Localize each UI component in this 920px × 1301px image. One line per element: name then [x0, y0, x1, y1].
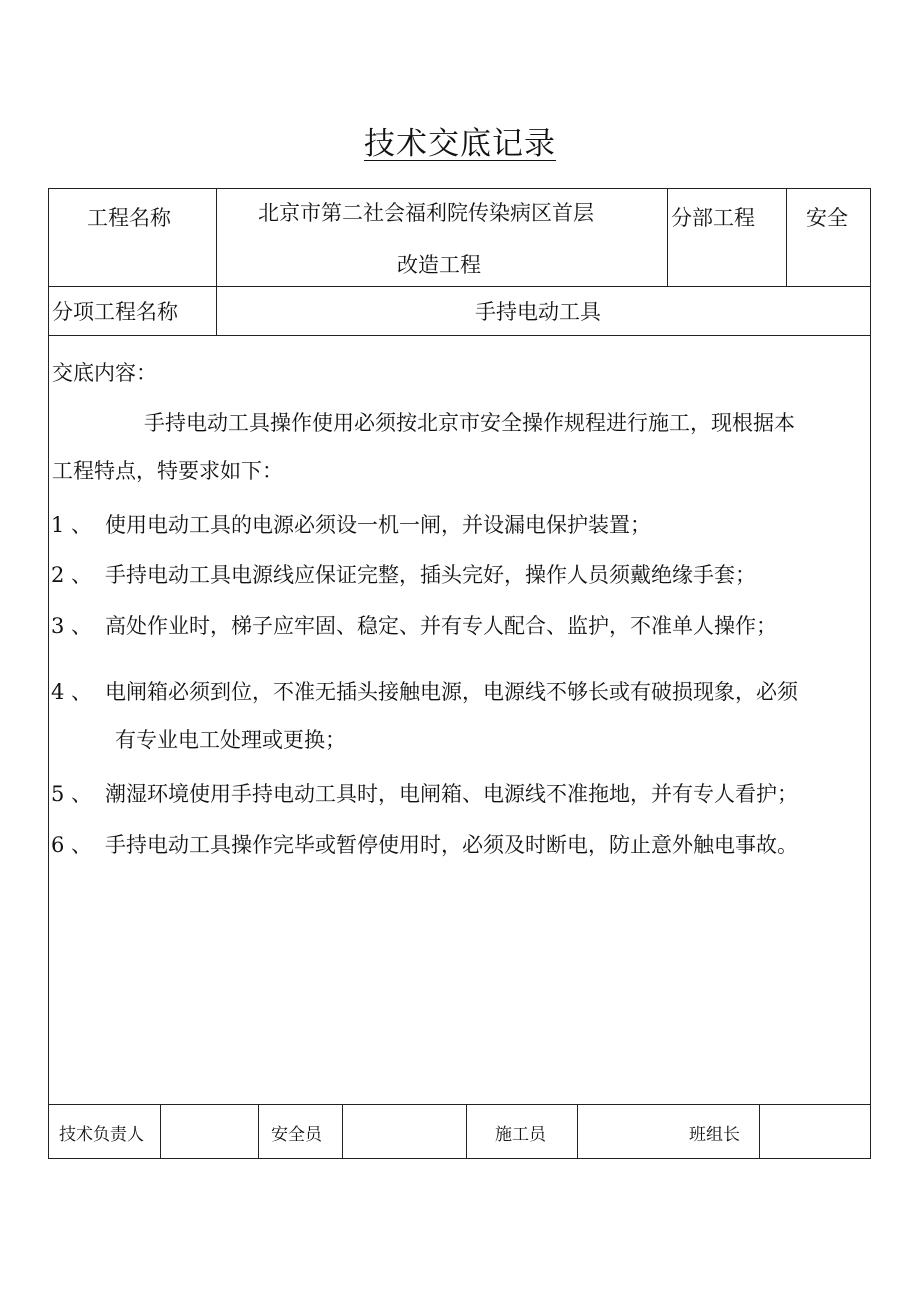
sig-divider-5 — [577, 1104, 578, 1159]
row-divider-3 — [49, 1104, 870, 1105]
sig-divider-6 — [759, 1104, 760, 1159]
item-number: 4 、 — [51, 680, 93, 704]
sig-divider-2 — [258, 1104, 259, 1159]
list-item: 潮湿环境使用手持电动工具时，电闸箱、电源线不准拖地，并有专人看护； — [105, 782, 798, 806]
item-number: 3 、 — [51, 614, 93, 638]
division-value: 安全 — [806, 206, 848, 230]
list-item: 高处作业时，梯子应牢固、稳定、并有专人配合、监护，不准单人操作； — [105, 614, 777, 638]
list-item: 手持电动工具电源线应保证完整，插头完好，操作人员须戴绝缘手套； — [105, 563, 756, 587]
subitem-value: 手持电动工具 — [475, 300, 601, 324]
col-divider-division — [667, 189, 668, 286]
row-divider-1 — [49, 286, 870, 287]
item-number: 1 、 — [51, 513, 93, 537]
project-name-line1: 北京市第二社会福利院传染病区首层 — [258, 201, 594, 225]
page-title: 技术交底记录 — [364, 126, 556, 162]
disclosure-form — [48, 188, 871, 1159]
list-item: 使用电动工具的电源必须设一机一闸，并设漏电保护装置； — [105, 513, 651, 537]
team-leader-label: 班组长 — [689, 1125, 740, 1145]
intro-line-2: 工程特点，特要求如下： — [52, 459, 283, 483]
sig-divider-3 — [342, 1104, 343, 1159]
list-item: 电闸箱必须到位，不准无插头接触电源，电源线不够长或有破损现象，必须 — [105, 680, 798, 704]
item-number: 5 、 — [51, 782, 93, 806]
content-label: 交底内容： — [52, 361, 157, 385]
list-item: 手持电动工具操作完毕或暂停使用时，必须及时断电，防止意外触电事故。 — [105, 833, 798, 857]
item-number: 2 、 — [51, 563, 93, 587]
subitem-label: 分项工程名称 — [52, 300, 178, 324]
tech-lead-label: 技术负责人 — [59, 1125, 144, 1145]
row-divider-2 — [49, 335, 870, 336]
sig-divider-1 — [160, 1104, 161, 1159]
division-label: 分部工程 — [671, 206, 755, 230]
project-name-label: 工程名称 — [87, 206, 171, 230]
col-divider-label — [216, 189, 217, 335]
sig-divider-4 — [466, 1104, 467, 1159]
project-name-line2: 改造工程 — [397, 253, 481, 277]
col-divider-division-value — [786, 189, 787, 286]
item-number: 6 、 — [51, 833, 93, 857]
list-item-continuation: 有专业电工处理或更换； — [115, 728, 346, 752]
intro-line-1: 手持电动工具操作使用必须按北京市安全操作规程进行施工，现根据本 — [144, 411, 795, 435]
safety-officer-label: 安全员 — [271, 1125, 322, 1145]
constructor-label: 施工员 — [495, 1125, 546, 1145]
